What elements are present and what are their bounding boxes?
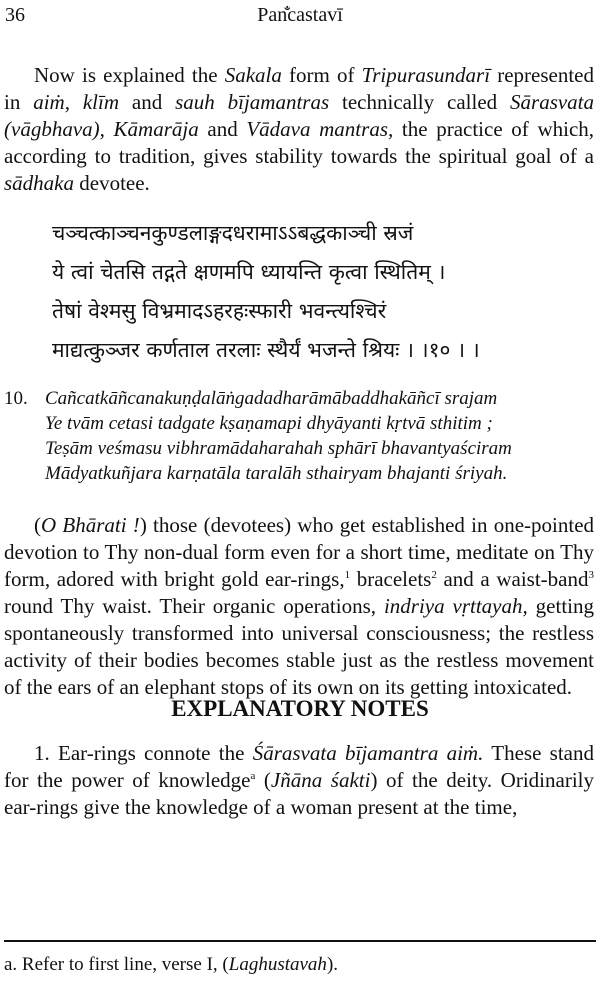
intro-paragraph [4,62,594,197]
intro-segment: Tripurasundarī [361,63,491,87]
intro-segment: and [119,90,176,114]
sanskrit-line-2: ये त्वां चेतसि तद्गते क्षणमपि ध्यायन्ति कृत्वा स्थितिम् । [52,260,446,284]
note-1-segment: a [250,770,256,782]
intro-segment: sādhaka [4,171,74,195]
intro-segment: devotee. [74,171,150,195]
notes-heading: EXPLANATORY NOTES [171,696,429,721]
intro-segment: technically called [329,90,511,114]
page-number: 36 [5,4,25,26]
intro-segment: sauh bījamantras [175,90,330,114]
page-header [0,4,600,34]
note-1-segment: ( [255,768,271,792]
sanskrit-line-4: माद्यत्कुञ्जर कर्णताल तरलाः स्थैर्यं भजन्ते श्रियः । ।१० । । [52,338,480,362]
footnote-segment: a. Refer to first line, verse I, ( [4,954,229,975]
intro-segment: Vādava mantras, [246,117,394,141]
note-1-segment: ) of the deity. Oridinarily ear-rings give the knowledge of a woman present at the time, [4,768,594,819]
intro-segment: Sakala [224,63,282,87]
intro-segment: and [198,117,247,141]
intro-segment: Sārasvata (vāgbhava), Kāmarāja [4,90,595,141]
footnote-divider [4,940,596,942]
footnote-segment: ). [326,954,339,975]
note-1-segment: 1. Ear-rings connote the [34,741,253,765]
running-title: Pan̐castavī [257,4,343,26]
transliteration-line-1: 10. Cañcatkāñcanakuṇḍalāṅgadadharāmābaddhakāñcī srajam [4,388,498,409]
transliteration-line-2: Ye tvām cetasi tadgate kṣaṇamapi dhyāyanti kṛtvā sthitim ; [45,413,493,434]
intro-segment: Now is explained the [34,63,225,87]
footnote-a [4,952,338,978]
sanskrit-line-1: चञ्चत्काञ्चनकुण्डलाङ्गदधरामाऽऽबद्धकाञ्ची स्रजं [52,221,414,245]
translation-segment: 2 [431,569,437,581]
transliteration-line-4: Mādyatkuñjara karṇatāla taralāh sthairyam bhajanti śriyah. [45,463,508,484]
sanskrit-line-3: तेषां वेश्मसु विभ्रमादऽहरहःस्फारी भवन्त्यश्चिरं [52,299,387,323]
translation-paragraph [4,512,594,701]
translation-segment: round Thy waist. Their organic operations, [4,594,384,618]
translation-segment: getting spontaneously transformed into universal consciousness; the restless activity of their bodies becomes stable just as the restless movement of the ears of an elephant stops of its own on its getting intoxicated. [4,594,594,699]
intro-segment: form of [281,63,362,87]
note-1-segment: Śārasvata bījamantra aiṁ. [252,741,484,765]
translation-segment: 1 [344,569,351,581]
translation-segment: and a waist-band [436,567,589,591]
transliteration-line-3: Teṣām veśmasu vibhramādaharahah sphārī bhavantyaściram [45,438,512,459]
translation-segment: 3 [588,569,594,581]
intro-segment: aiṁ, klīm [33,90,119,114]
translation-segment: O Bhārati ! [41,513,140,537]
intro-segment: represented in [4,63,594,114]
intro-segment: the practice of which, according to tradition, gives stability towards the spiritual goal of a [4,117,595,168]
note-1-segment: Jñāna śakti [270,768,371,792]
sanskrit-verse [52,214,572,370]
footnote-segment: Laghustavah [228,954,327,975]
note-1 [4,740,594,821]
note-1-segment: These stand for the power of knowledge [4,741,594,792]
translation-segment: indriya vṛttayah, [383,594,528,618]
translation-segment: ( [34,513,41,537]
transliteration [4,386,594,486]
translation-segment: bracelets [350,567,432,591]
verse-number: 10. [4,388,28,409]
translation-segment: ) those (devotees) who get established in one-pointed devotion to Thy non-dual form even for a short time, meditate on Thy form, adored with bright gold ear-rings, [4,513,595,591]
